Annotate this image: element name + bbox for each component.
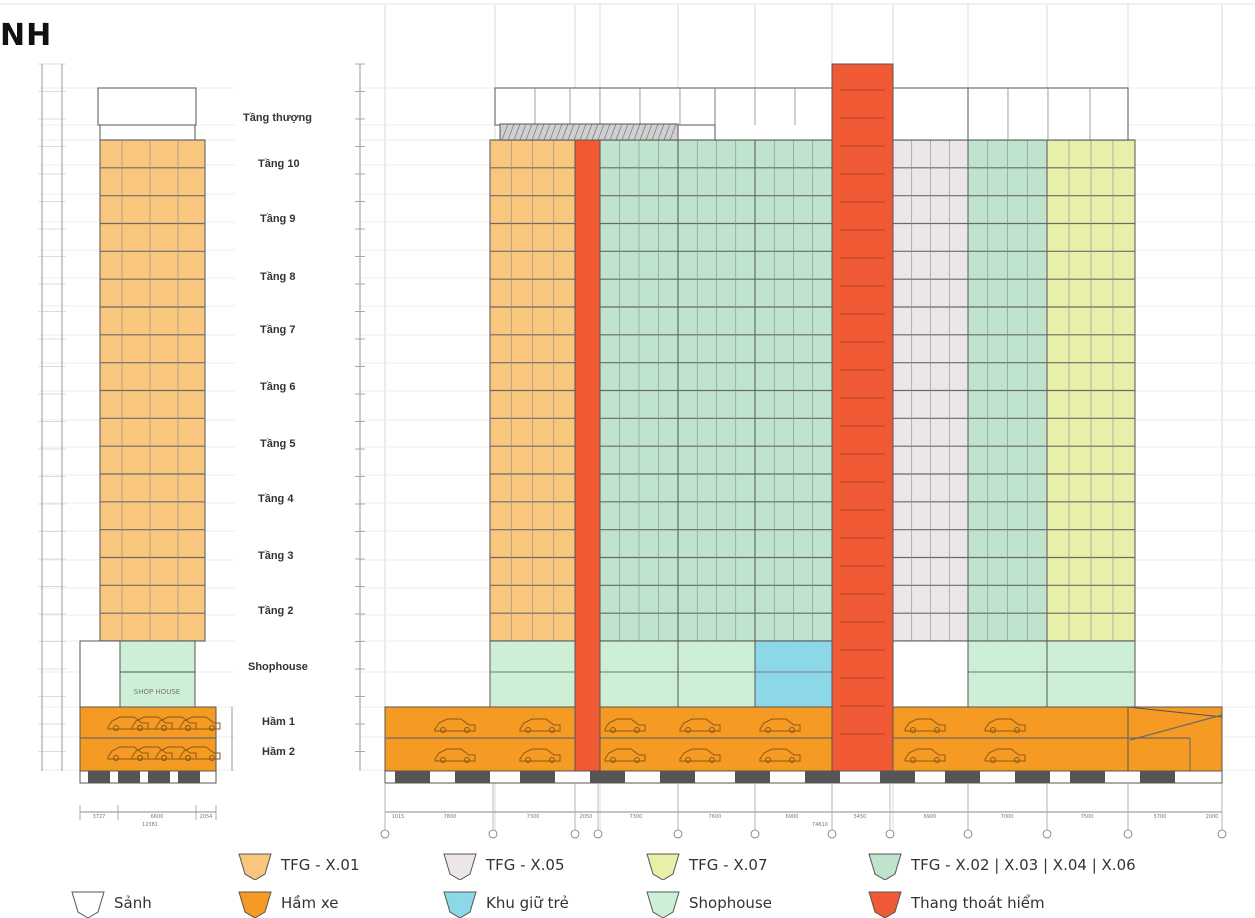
dimension-text: 7600 xyxy=(708,814,722,820)
legend-item-x02-06 xyxy=(865,850,1136,880)
legend-item-x01 xyxy=(235,850,360,880)
legend-item-x05 xyxy=(440,850,565,880)
shophouse-unit xyxy=(490,641,575,707)
dimension-text: 6900 xyxy=(923,814,937,820)
floor-label-4: Tầng 4 xyxy=(258,493,294,505)
floor-label-3: Tầng 3 xyxy=(258,550,294,562)
diamond-icon xyxy=(235,888,275,918)
legend-item-stair xyxy=(865,888,1045,918)
dimension-text: 7300 xyxy=(526,814,540,820)
left-dimension-total: 12381 xyxy=(142,822,158,828)
left-footing xyxy=(178,771,200,783)
legend-label: Shophouse xyxy=(689,894,772,912)
left-dimension-text: 6600 xyxy=(150,814,164,820)
foundation-footing xyxy=(395,771,430,783)
page-title: NH xyxy=(0,18,53,53)
axis-bubble xyxy=(594,830,602,838)
dimension-text: 7500 xyxy=(1080,814,1094,820)
basement-parking xyxy=(385,707,1222,771)
diamond-icon xyxy=(865,888,905,918)
kids-area xyxy=(755,641,832,707)
shop-house-tag: SHOP HOUSE xyxy=(133,688,181,696)
left-dimension-text: 3727 xyxy=(92,814,106,820)
floor-label-7: Tầng 7 xyxy=(260,324,296,336)
legend-item-x07 xyxy=(643,850,768,880)
shophouse-unit xyxy=(678,641,755,707)
diamond-icon xyxy=(440,888,480,918)
legend-label: Hầm xe xyxy=(281,894,339,912)
left-rooftop-parapet xyxy=(100,125,195,140)
diamond-icon xyxy=(440,850,480,880)
legend-label: Thang thoát hiểm xyxy=(911,894,1045,912)
legend-item-lobby xyxy=(68,888,152,918)
foundation-footing xyxy=(1140,771,1175,783)
legend xyxy=(0,848,1255,918)
axis-bubble xyxy=(964,830,972,838)
floor-label-8: Tầng 8 xyxy=(260,271,296,283)
escape-stair-core xyxy=(832,64,893,771)
legend-item-parking xyxy=(235,888,339,918)
axis-bubble xyxy=(751,830,759,838)
diamond-icon xyxy=(643,888,683,918)
foundation-footing xyxy=(455,771,490,783)
dimension-text: 7300 xyxy=(629,814,643,820)
dimension-text: 2050 xyxy=(579,814,593,820)
diamond-icon xyxy=(68,888,108,918)
axis-bubble xyxy=(571,830,579,838)
floor-label-5: Tầng 5 xyxy=(260,438,296,450)
rooftop-frame xyxy=(495,88,715,125)
foundation-footing xyxy=(590,771,625,783)
axis-bubble xyxy=(381,830,389,838)
rooftop-frame xyxy=(715,88,835,140)
diamond-icon xyxy=(235,850,275,880)
axis-bubble xyxy=(1043,830,1051,838)
legend-label: Sảnh xyxy=(114,894,152,912)
foundation-footing xyxy=(805,771,840,783)
dimension-text: 1015 xyxy=(391,814,405,820)
legend-label: TFG - X.05 xyxy=(486,856,565,874)
dimension-text: 7000 xyxy=(1000,814,1014,820)
floor-label-2: Tầng 2 xyxy=(258,605,294,617)
foundation-footing xyxy=(735,771,770,783)
rooftop-frame xyxy=(893,88,968,140)
foundation-footing xyxy=(520,771,555,783)
diamond-icon xyxy=(865,850,905,880)
lobby-area xyxy=(893,641,968,707)
left-shophouse-upper xyxy=(120,641,195,672)
diamond-icon xyxy=(643,850,683,880)
left-footing xyxy=(118,771,140,783)
legend-label: TFG - X.07 xyxy=(689,856,768,874)
basement-ramp xyxy=(1128,707,1222,771)
legend-item-kids xyxy=(440,888,569,918)
dimension-text: 5450 xyxy=(853,814,867,820)
dimension-text: 5700 xyxy=(1153,814,1167,820)
floor-label-10: Tầng 10 xyxy=(258,158,300,170)
floor-label-rooftop: Tầng thượng xyxy=(243,112,312,124)
shophouse-unit xyxy=(1047,641,1135,707)
left-dimension-text: 2054 xyxy=(199,814,213,820)
floor-label-9: Tầng 9 xyxy=(260,213,296,225)
floor-label-basement-1: Hầm 1 xyxy=(262,716,296,728)
legend-label: TFG - X.01 xyxy=(281,856,360,874)
left-footing xyxy=(88,771,110,783)
legend-item-shophouse xyxy=(643,888,772,918)
dimension-text: 6900 xyxy=(785,814,799,820)
dimension-text: 2000 xyxy=(1205,814,1219,820)
foundation-footing xyxy=(1015,771,1050,783)
escape-stair-core xyxy=(575,140,600,771)
left-footing xyxy=(148,771,170,783)
axis-bubble xyxy=(1218,830,1226,838)
foundation-footing xyxy=(660,771,695,783)
dimension-total: 74610 xyxy=(812,822,828,828)
left-rooftop-frame xyxy=(98,88,196,125)
foundation-footing xyxy=(1070,771,1105,783)
axis-bubble xyxy=(674,830,682,838)
axis-bubble xyxy=(489,830,497,838)
floor-label-6: Tầng 6 xyxy=(260,381,296,393)
dimension-text: 7800 xyxy=(443,814,457,820)
axis-bubble xyxy=(1124,830,1132,838)
floor-label-basement-2: Hầm 2 xyxy=(262,746,296,758)
foundation-footing xyxy=(945,771,980,783)
foundation-footing xyxy=(880,771,915,783)
shophouse-unit xyxy=(968,641,1047,707)
axis-bubble xyxy=(828,830,836,838)
shophouse-unit xyxy=(600,641,678,707)
legend-label: TFG - X.02 | X.03 | X.04 | X.06 xyxy=(911,856,1136,874)
floor-label-shophouse: Shophouse xyxy=(248,661,308,673)
axis-bubble xyxy=(886,830,894,838)
legend-label: Khu giữ trẻ xyxy=(486,894,569,912)
